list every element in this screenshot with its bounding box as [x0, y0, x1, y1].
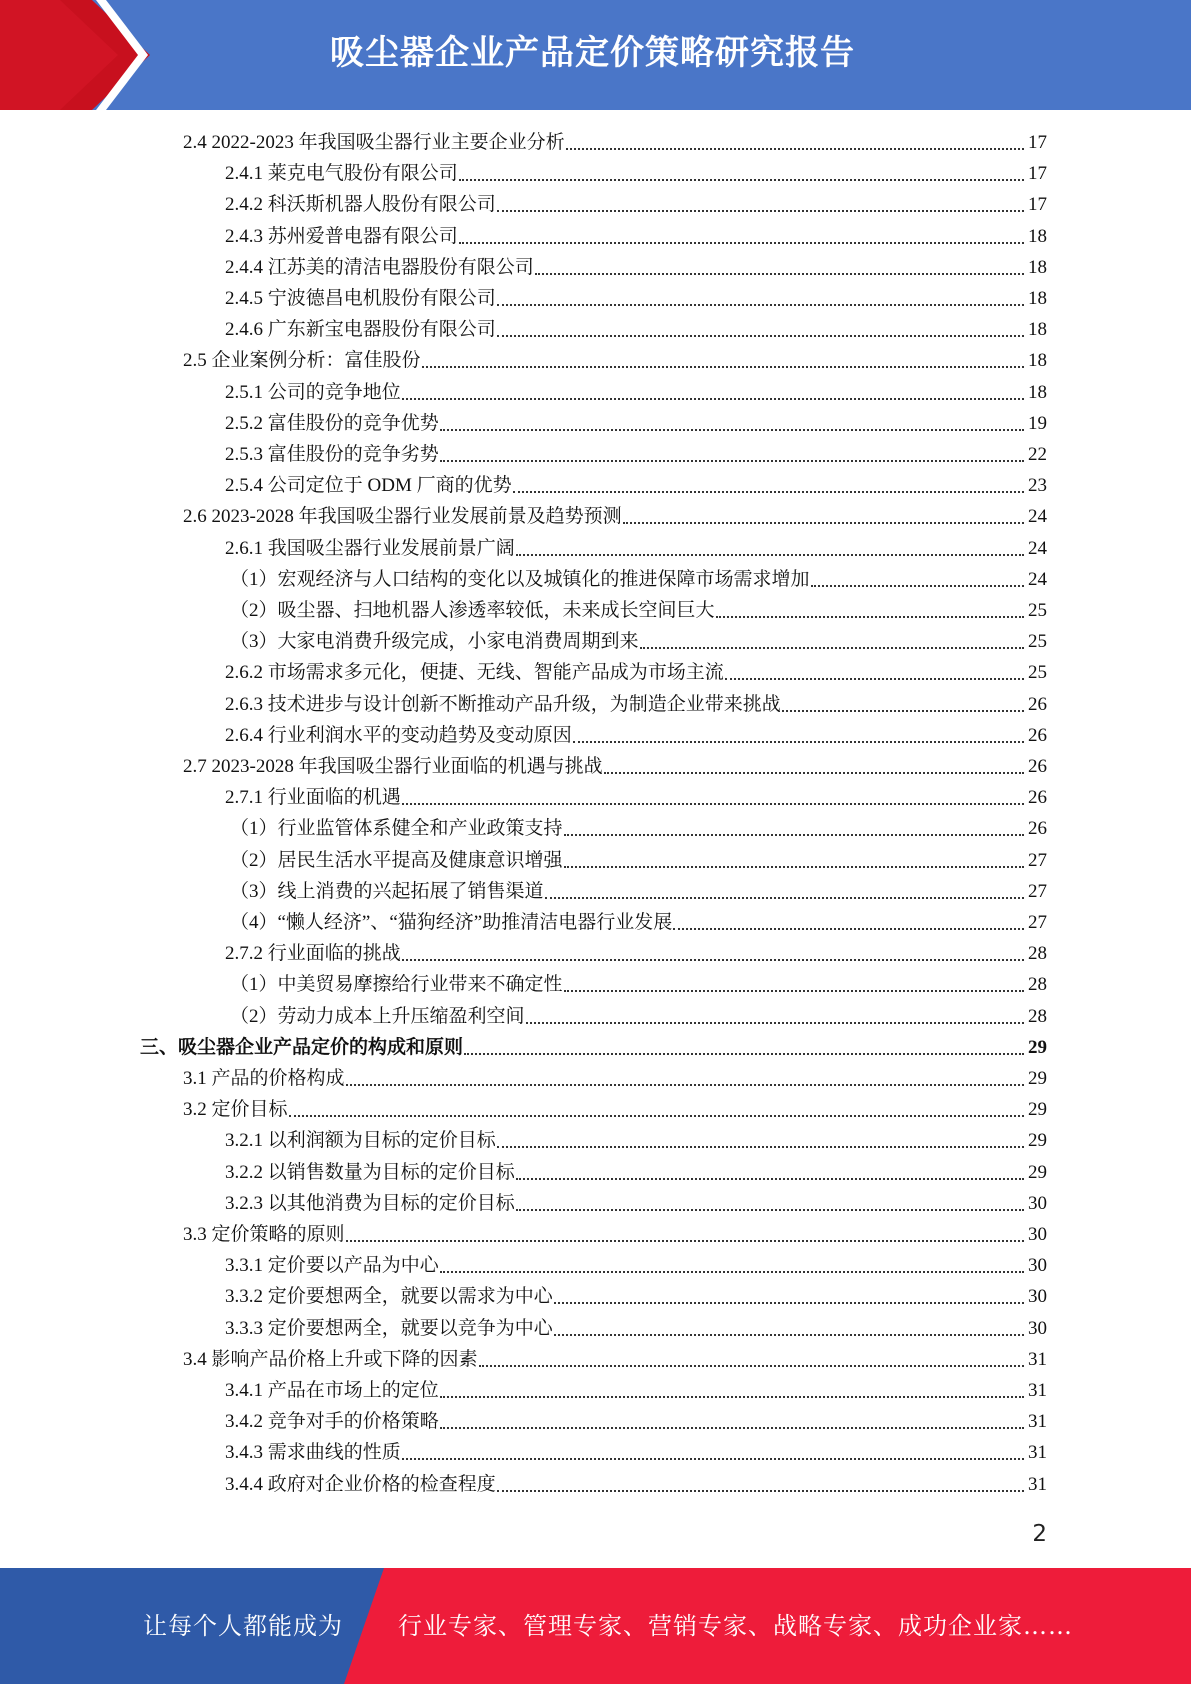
toc-entry-title: （3）线上消费的兴起拓展了销售渠道	[230, 880, 544, 902]
toc-entry-title: 3.2.1 以利润额为目标的定价目标	[225, 1130, 496, 1152]
toc-entry-title: 2.5.3 富佳股份的竞争劣势	[225, 444, 439, 465]
toc-entry[interactable]	[225, 1375, 1047, 1406]
toc-entry[interactable]	[230, 876, 1047, 907]
toc-entry-page: 25	[1028, 600, 1047, 621]
toc-dot-leader	[564, 834, 1024, 836]
toc-entry-page: 26	[1028, 693, 1047, 715]
toc-dot-leader	[516, 1178, 1024, 1180]
toc-entry-title: 三、吸尘器企业产品定价的构成和原则	[140, 1036, 464, 1058]
toc-entry[interactable]	[225, 314, 1047, 345]
toc-entry-page: 24	[1028, 537, 1047, 559]
toc-entry-page: 18	[1028, 256, 1047, 278]
toc-entry-page: 25	[1028, 631, 1047, 653]
toc-entry-page: 26	[1028, 756, 1047, 777]
toc-entry[interactable]	[183, 1063, 1047, 1094]
toc-dot-leader	[564, 990, 1024, 992]
toc-entry-page: 17	[1028, 194, 1047, 216]
toc-dot-leader	[497, 210, 1024, 212]
toc-dot-leader	[573, 741, 1024, 743]
toc-entry-page: 22	[1028, 444, 1047, 465]
toc-entry-page: 30	[1028, 1317, 1047, 1339]
toc-entry-page: 18	[1028, 381, 1047, 403]
toc-dot-leader	[640, 647, 1024, 649]
toc-entry-page: 25	[1028, 662, 1047, 684]
toc-entry[interactable]	[225, 470, 1047, 501]
toc-entry-page: 27	[1028, 880, 1047, 902]
toc-entry-title: 2.4.4 江苏美的清洁电器股份有限公司	[225, 256, 534, 278]
toc-entry-page: 23	[1028, 475, 1047, 497]
toc-dot-leader	[440, 1271, 1024, 1273]
toc-dot-leader	[497, 1146, 1024, 1148]
toc-entry-page: 31	[1028, 1442, 1047, 1464]
toc-entry-title: 2.4.5 宁波德昌电机股份有限公司	[225, 288, 496, 309]
toc-entry[interactable]	[225, 1188, 1047, 1219]
toc-dot-leader	[459, 242, 1024, 244]
toc-dot-leader	[422, 366, 1024, 368]
toc-dot-leader	[402, 803, 1024, 805]
toc-entry-title: 3.3.2 定价要想两全，就要以需求为中心	[225, 1286, 553, 1308]
toc-entry[interactable]	[230, 595, 1047, 626]
toc-dot-leader	[516, 554, 1024, 556]
toc-entry-page: 31	[1028, 1348, 1047, 1370]
toc-entry-page: 28	[1028, 1005, 1047, 1027]
toc-entry[interactable]	[225, 377, 1047, 408]
toc-dot-leader	[346, 1084, 1024, 1086]
toc-entry[interactable]	[225, 782, 1047, 813]
page-number: 2	[1032, 1521, 1047, 1547]
toc-dot-leader	[440, 1396, 1024, 1398]
toc-entry-page: 29	[1028, 1099, 1047, 1121]
toc-entry-title: （1）宏观经济与人口结构的变化以及城镇化的推进保障市场需求增加	[230, 568, 810, 590]
toc-entry[interactable]	[225, 720, 1047, 751]
toc-entry[interactable]	[225, 189, 1047, 220]
toc-entry[interactable]	[225, 533, 1047, 564]
toc-entry[interactable]	[225, 283, 1047, 314]
toc-entry-page: 31	[1028, 1473, 1047, 1495]
toc-entry-title: 2.6.2 市场需求多元化，便捷、无线、智能产品成为市场主流	[225, 662, 724, 684]
toc-entry-title: 2.4.3 苏州爱普电器有限公司	[225, 225, 458, 247]
toc-entry-page: 17	[1028, 132, 1047, 153]
toc-dot-leader	[623, 522, 1024, 524]
toc-dot-leader	[811, 585, 1024, 587]
toc-dot-leader	[554, 1302, 1024, 1304]
toc-entry-title: 2.4 2022-2023 年我国吸尘器行业主要企业分析	[183, 132, 565, 153]
toc-entry-title: （2）劳动力成本上升压缩盈利空间	[230, 1005, 525, 1027]
toc-entry-page: 18	[1028, 319, 1047, 341]
toc-entry-page: 24	[1028, 568, 1047, 590]
toc-entry-title: 3.2.2 以销售数量为目标的定价目标	[225, 1161, 515, 1183]
toc-dot-leader	[402, 959, 1024, 961]
toc-dot-leader	[440, 1427, 1024, 1429]
toc-entry-title: 3.2.3 以其他消费为目标的定价目标	[225, 1192, 515, 1214]
toc-entry-title: 2.6.1 我国吸尘器行业发展前景广阔	[225, 537, 515, 559]
toc-entry-title: 3.4.1 产品在市场上的定位	[225, 1380, 439, 1401]
toc-entry-page: 31	[1028, 1411, 1047, 1433]
toc-entry-title: （4）“懒人经济”、“猫狗经济”助推清洁电器行业发展	[230, 912, 673, 933]
toc-dot-leader	[497, 335, 1024, 337]
toc-dot-leader	[604, 772, 1024, 774]
toc-dot-leader	[554, 1334, 1024, 1336]
toc-entry[interactable]	[225, 689, 1047, 720]
toc-entry[interactable]	[183, 1344, 1047, 1375]
toc-entry-title: 3.3.1 定价要以产品为中心	[225, 1255, 439, 1277]
toc-entry-title: 2.4.6 广东新宝电器股份有限公司	[225, 319, 496, 341]
toc-entry-title: 2.7 2023-2028 年我国吸尘器行业面临的机遇与挑战	[183, 756, 603, 777]
toc-dot-leader	[346, 1240, 1024, 1242]
toc-entry[interactable]	[225, 158, 1047, 189]
toc-entry-page: 27	[1028, 912, 1047, 933]
toc-entry[interactable]	[225, 938, 1047, 969]
toc-entry[interactable]	[225, 657, 1047, 688]
toc-dot-leader	[464, 1053, 1024, 1055]
toc-dot-leader	[545, 897, 1024, 899]
toc-dot-leader	[535, 273, 1024, 275]
toc-entry-title: 3.4 影响产品价格上升或下降的因素	[183, 1348, 478, 1370]
toc-entry[interactable]	[230, 813, 1047, 844]
toc-entry[interactable]	[230, 1001, 1047, 1032]
toc-entry-page: 18	[1028, 225, 1047, 247]
toc-entry-title: （1）行业监管体系健全和产业政策支持	[230, 818, 563, 840]
toc-entry[interactable]	[225, 1469, 1047, 1500]
toc-dot-leader	[497, 304, 1024, 306]
toc-entry[interactable]	[183, 127, 1047, 158]
toc-entry[interactable]	[225, 408, 1047, 439]
toc-entry-title: 3.4.4 政府对企业价格的检查程度	[225, 1473, 496, 1495]
toc-entry-title: 2.5.2 富佳股份的竞争优势	[225, 412, 439, 434]
toc-entry-title: 2.6 2023-2028 年我国吸尘器行业发展前景及趋势预测	[183, 506, 622, 528]
toc-entry[interactable]	[183, 751, 1047, 782]
toc-entry[interactable]	[230, 969, 1047, 1000]
toc-entry[interactable]	[225, 1437, 1047, 1468]
toc-entry[interactable]	[225, 252, 1047, 283]
toc-dot-leader	[440, 429, 1024, 431]
toc-entry-title: 3.1 产品的价格构成	[183, 1068, 345, 1089]
toc-entry-page: 26	[1028, 818, 1047, 840]
toc-entry[interactable]	[230, 564, 1047, 595]
footer-slogan-right: 行业专家、管理专家、营销专家、战略专家、成功企业家……	[398, 1612, 1073, 1640]
toc-entry[interactable]	[183, 1219, 1047, 1250]
footer-slogan-left: 让每个人都能成为	[143, 1612, 343, 1640]
toc-dot-leader	[459, 179, 1024, 181]
toc-entry-title: 2.7.1 行业面临的机遇	[225, 787, 401, 809]
toc-dot-leader	[782, 710, 1024, 712]
toc-dot-leader	[402, 398, 1024, 400]
toc-entry[interactable]	[183, 501, 1047, 532]
toc-entry[interactable]	[183, 1094, 1047, 1125]
toc-entry-title: 2.4.1 莱克电气股份有限公司	[225, 163, 458, 185]
toc-entry-title: （2）吸尘器、扫地机器人渗透率较低，未来成长空间巨大	[230, 600, 715, 621]
toc-entry-page: 30	[1028, 1255, 1047, 1277]
toc-entry-page: 29	[1028, 1130, 1047, 1152]
toc-dot-leader	[564, 866, 1024, 868]
toc-entry-title: （3）大家电消费升级完成，小家电消费周期到来	[230, 631, 639, 653]
toc-entry-page: 31	[1028, 1380, 1047, 1401]
toc-dot-leader	[479, 1365, 1024, 1367]
toc-entry-page: 26	[1028, 787, 1047, 809]
page-footer	[0, 1568, 1191, 1684]
toc-entry-page: 29	[1028, 1068, 1047, 1089]
toc-entry-title: （2）居民生活水平提高及健康意识增强	[230, 849, 563, 871]
toc-dot-leader	[716, 616, 1024, 618]
toc-entry[interactable]	[225, 1406, 1047, 1437]
toc-dot-leader	[516, 1209, 1024, 1211]
toc-entry-title: 2.7.2 行业面临的挑战	[225, 943, 401, 965]
toc-entry[interactable]	[183, 345, 1047, 376]
toc-entry-page: 29	[1028, 1161, 1047, 1183]
toc-entry[interactable]	[140, 1032, 1047, 1063]
toc-entry[interactable]	[225, 439, 1047, 470]
toc-entry-page: 30	[1028, 1192, 1047, 1214]
toc-entry-title: 2.5 企业案例分析：富佳股份	[183, 350, 421, 372]
toc-entry-page: 28	[1028, 943, 1047, 965]
toc-entry[interactable]	[230, 907, 1047, 938]
toc-entry-title: 3.3.3 定价要想两全，就要以竞争为中心	[225, 1317, 553, 1339]
toc-entry-page: 17	[1028, 163, 1047, 185]
toc-entry-title: （1）中美贸易摩擦给行业带来不确定性	[230, 974, 563, 996]
toc-entry-page: 26	[1028, 724, 1047, 746]
toc-dot-leader	[402, 1458, 1024, 1460]
toc-entry-page: 28	[1028, 974, 1047, 996]
page-header	[0, 0, 1191, 110]
toc-entry[interactable]	[225, 1157, 1047, 1188]
toc-entry-title: 2.5.4 公司定位于 ODM 厂商的优势	[225, 475, 512, 497]
toc-entry-title: 3.4.2 竞争对手的价格策略	[225, 1411, 439, 1433]
toc-dot-leader	[566, 148, 1024, 150]
toc-entry-page: 30	[1028, 1224, 1047, 1245]
report-title: 吸尘器企业产品定价策略研究报告	[330, 33, 855, 73]
toc-dot-leader	[673, 928, 1024, 930]
toc-dot-leader	[289, 1115, 1024, 1117]
header-chevron-decoration	[0, 0, 150, 110]
toc-entry-title: 2.6.4 行业利润水平的变动趋势及变动原因	[225, 724, 572, 746]
toc-entry-page: 29	[1028, 1036, 1047, 1058]
toc-entry-page: 27	[1028, 849, 1047, 871]
toc-entry-title: 2.6.3 技术进步与设计创新不断推动产品升级，为制造企业带来挑战	[225, 693, 781, 715]
toc-entry-page: 19	[1028, 412, 1047, 434]
toc-entry[interactable]	[225, 1250, 1047, 1281]
toc-entry-page: 18	[1028, 288, 1047, 309]
toc-entry[interactable]	[230, 626, 1047, 657]
toc-entry[interactable]	[225, 1313, 1047, 1344]
toc-entry-title: 2.4.2 科沃斯机器人股份有限公司	[225, 194, 496, 216]
toc-dot-leader	[497, 1490, 1024, 1492]
toc-entry-page: 18	[1028, 350, 1047, 372]
toc-entry-title: 3.2 定价目标	[183, 1099, 288, 1121]
toc-entry[interactable]	[225, 1281, 1047, 1312]
toc-dot-leader	[440, 460, 1024, 462]
toc-entry-title: 3.3 定价策略的原则	[183, 1224, 345, 1245]
toc-dot-leader	[513, 491, 1024, 493]
toc-entry-title: 2.5.1 公司的竞争地位	[225, 381, 401, 403]
toc-entry[interactable]	[225, 1125, 1047, 1156]
toc-dot-leader	[526, 1022, 1024, 1024]
toc-entry[interactable]	[225, 221, 1047, 252]
toc-entry-page: 30	[1028, 1286, 1047, 1308]
toc-entry[interactable]	[230, 845, 1047, 876]
toc-entry-title: 3.4.3 需求曲线的性质	[225, 1442, 401, 1464]
toc-entry-page: 24	[1028, 506, 1047, 528]
toc-dot-leader	[725, 678, 1024, 680]
